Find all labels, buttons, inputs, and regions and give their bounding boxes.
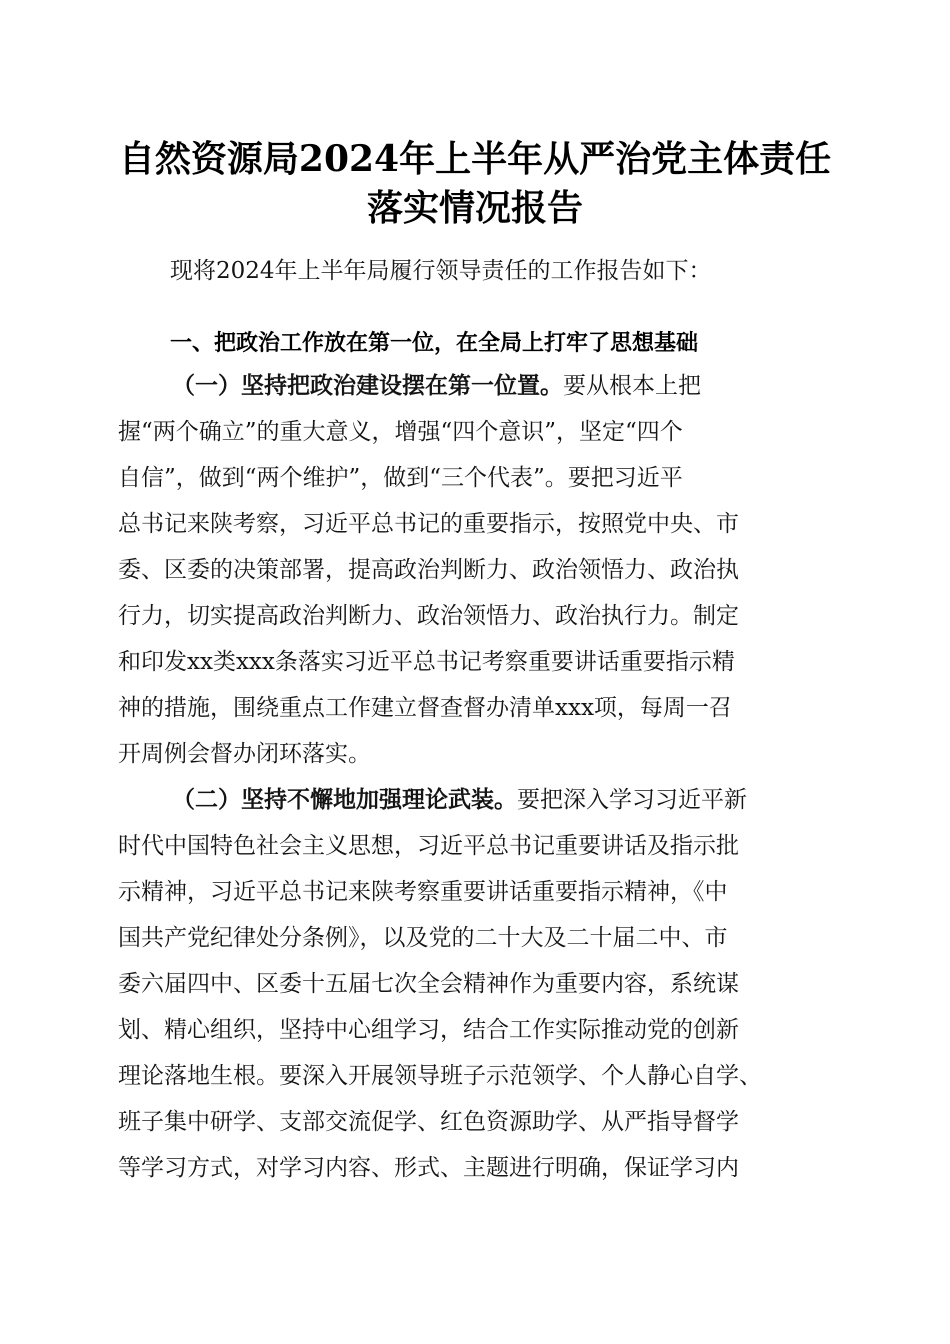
para1-line1-rest: 要从根本上把 [563, 373, 701, 399]
para2-line: 划、精心组织，坚持中心组学习，结合工作实际推动党的创新 [118, 1017, 739, 1043]
para1-line: 行力，切实提高政治判断力、政治领悟力、政治执行力。制定 [118, 603, 739, 629]
para2-line: 国共产党纪律处分条例》，以及党的二十大及二十届二中、市 [118, 925, 728, 951]
para1-line: 和印发xx类xxx条落实习近平总书记考察重要讲话重要指示精 [118, 649, 735, 675]
para2-line: 示精神，习近平总书记来陕考察重要讲话重要指示精神，《中 [118, 879, 728, 905]
para2-line1-rest: 要把深入学习习近平新 [517, 787, 747, 813]
para1-line: 神的措施，围绕重点工作建立督查督办清单xxx项，每周一召 [118, 695, 732, 721]
para1-line: 握“两个确立”的重大意义，增强“四个意识”，坚定“四个 [118, 419, 683, 445]
section1-heading: 一、把政治工作放在第一位，在全局上打牢了思想基础 [170, 331, 699, 356]
para1-line: 开周例会督办闭环落实。 [118, 741, 371, 767]
para1-line: 自信”，做到“两个维护”，做到“三个代表”。要把习近平 [118, 465, 683, 491]
para2-lead: （二）坚持不懈地加强理论武装。 [172, 787, 517, 813]
para1-line: 总书记来陕考察，习近平总书记的重要指示，按照党中央、市 [118, 511, 739, 537]
para2-line: 理论落地生根。要深入开展领导班子示范领学、个人静心自学、 [118, 1063, 762, 1089]
para1-lead: （一）坚持把政治建设摆在第一位置。 [172, 373, 563, 399]
para1-line: 委、区委的决策部署，提高政治判断力、政治领悟力、政治执 [118, 557, 739, 583]
para2-first-line [172, 785, 747, 815]
para1-first-line [172, 371, 701, 401]
para2-line: 时代中国特色社会主义思想，习近平总书记重要讲话及指示批 [118, 833, 739, 859]
document-title-line2: 落实情况报告 [366, 187, 583, 229]
intro-paragraph: 现将2024年上半年局履行领导责任的工作报告如下： [170, 258, 712, 284]
para2-line: 委六届四中、区委十五届七次全会精神作为重要内容，系统谋 [118, 971, 739, 997]
para2-line: 班子集中研学、支部交流促学、红色资源助学、从严指导督学 [118, 1109, 739, 1135]
document-title-line1: 自然资源局2024年上半年从严治党主体责任 [118, 138, 832, 180]
para2-line: 等学习方式，对学习内容、形式、主题进行明确，保证学习内 [118, 1155, 739, 1181]
